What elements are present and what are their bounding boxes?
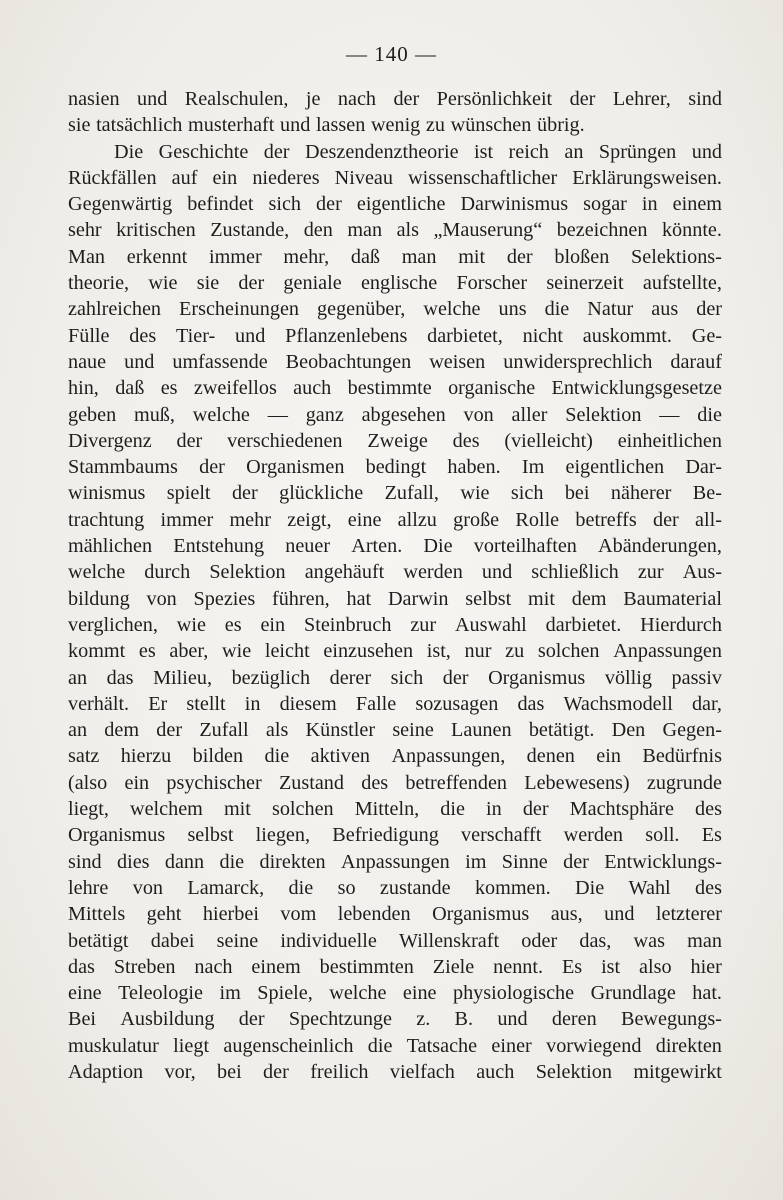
text-line: an dem der Zufall als Künstler seine Launen betätigt. Den Gegen- — [68, 719, 722, 742]
text-line: betätigt dabei seine individuelle Willenskraft oder das, was man — [68, 929, 722, 952]
text-line: kommt es aber, wie leicht einzusehen ist, nur zu solchen Anpassungen — [68, 640, 722, 663]
text-line: sind dies dann die direkten Anpassungen im Sinne der Entwicklungs- — [68, 850, 722, 873]
text-line: verhält. Er stellt in diesem Falle sozusagen das Wachsmodell dar, — [68, 692, 722, 715]
text-line: Bei Ausbildung der Spechtzunge z. B. und deren Bewegungs- — [68, 1008, 722, 1031]
text-line: satz hierzu bilden die aktiven Anpassungen, denen ein Bedürfnis — [68, 745, 722, 768]
text-line: naue und umfassende Beobachtungen weisen unwidersprechlich darauf — [68, 350, 722, 373]
text-line: hin, daß es zweifellos auch bestimmte organische Entwicklungsgesetze — [68, 377, 722, 400]
text-line: Gegenwärtig befindet sich der eigentliche Darwinismus sogar in einem — [68, 193, 722, 216]
text-line: Organismus selbst liegen, Befriedigung verschafft werden soll. Es — [68, 824, 722, 847]
text-line: sehr kritischen Zustande, den man als „Mauserung“ bezeichnen könnte. — [68, 219, 722, 242]
text-line: Fülle des Tier- und Pflanzenlebens darbietet, nicht auskommt. Ge- — [68, 324, 722, 347]
text-line: Divergenz der verschiedenen Zweige des (vielleicht) einheitlichen — [68, 429, 722, 452]
text-line: Die Geschichte der Deszendenztheorie ist reich an Sprüngen und — [114, 140, 722, 163]
text-line: an das Milieu, bezüglich derer sich der Organismus völlig passiv — [68, 666, 722, 689]
text-line: geben muß, welche — ganz abgesehen von aller Selektion — die — [68, 403, 722, 426]
text-line: trachtung immer mehr zeigt, eine allzu große Rolle betreffs der all- — [68, 508, 722, 531]
text-line: mählichen Entstehung neuer Arten. Die vorteilhaften Abänderungen, — [68, 535, 722, 558]
text-line: welche durch Selektion angehäuft werden und schließlich zur Aus- — [68, 561, 722, 584]
text-line: eine Teleologie im Spiele, welche eine physiologische Grundlage hat. — [68, 982, 722, 1005]
text-line: Man erkennt immer mehr, daß man mit der bloßen Selektions- — [68, 245, 722, 268]
text-line: Rückfällen auf ein niederes Niveau wissenschaftlicher Erklärungsweisen. — [68, 166, 722, 189]
text-line: zahlreichen Erscheinungen gegenüber, welche uns die Natur aus der — [68, 298, 722, 321]
text-line: muskulatur liegt augenscheinlich die Tatsache einer vorwiegend direkten — [68, 1034, 722, 1057]
text-line: lehre von Lamarck, die so zustande kommen. Die Wahl des — [68, 876, 722, 899]
text-line: theorie, wie sie der geniale englische Forscher seinerzeit aufstellte, — [68, 272, 722, 295]
text-line: Mittels geht hierbei vom lebenden Organismus aus, und letzterer — [68, 903, 722, 926]
text-line: (also ein psychischer Zustand des betreffenden Lebewesens) zugrunde — [68, 771, 722, 794]
body-text — [68, 86, 722, 1085]
page-number-header: — 140 — — [346, 42, 437, 66]
text-line: Stammbaums der Organismen bedingt haben. Im eigentlichen Dar- — [68, 456, 722, 479]
text-line: liegt, welchem mit solchen Mitteln, die in der Machtsphäre des — [68, 798, 722, 821]
text-line: winismus spielt der glückliche Zufall, wie sich bei näherer Be- — [68, 482, 722, 505]
text-line: sie tatsächlich musterhaft und lassen wenig zu wünschen übrig. — [68, 114, 585, 137]
text-line: das Streben nach einem bestimmten Ziele nennt. Es ist also hier — [68, 955, 722, 978]
text-line: bildung von Spezies führen, hat Darwin selbst mit dem Baumaterial — [68, 587, 722, 610]
text-line: Adaption vor, bei der freilich vielfach auch Selektion mitgewirkt — [68, 1060, 722, 1083]
text-line: nasien und Realschulen, je nach der Persönlichkeit der Lehrer, sind — [68, 88, 722, 110]
text-line: verglichen, wie es ein Steinbruch zur Auswahl darbietet. Hierdurch — [68, 613, 722, 636]
